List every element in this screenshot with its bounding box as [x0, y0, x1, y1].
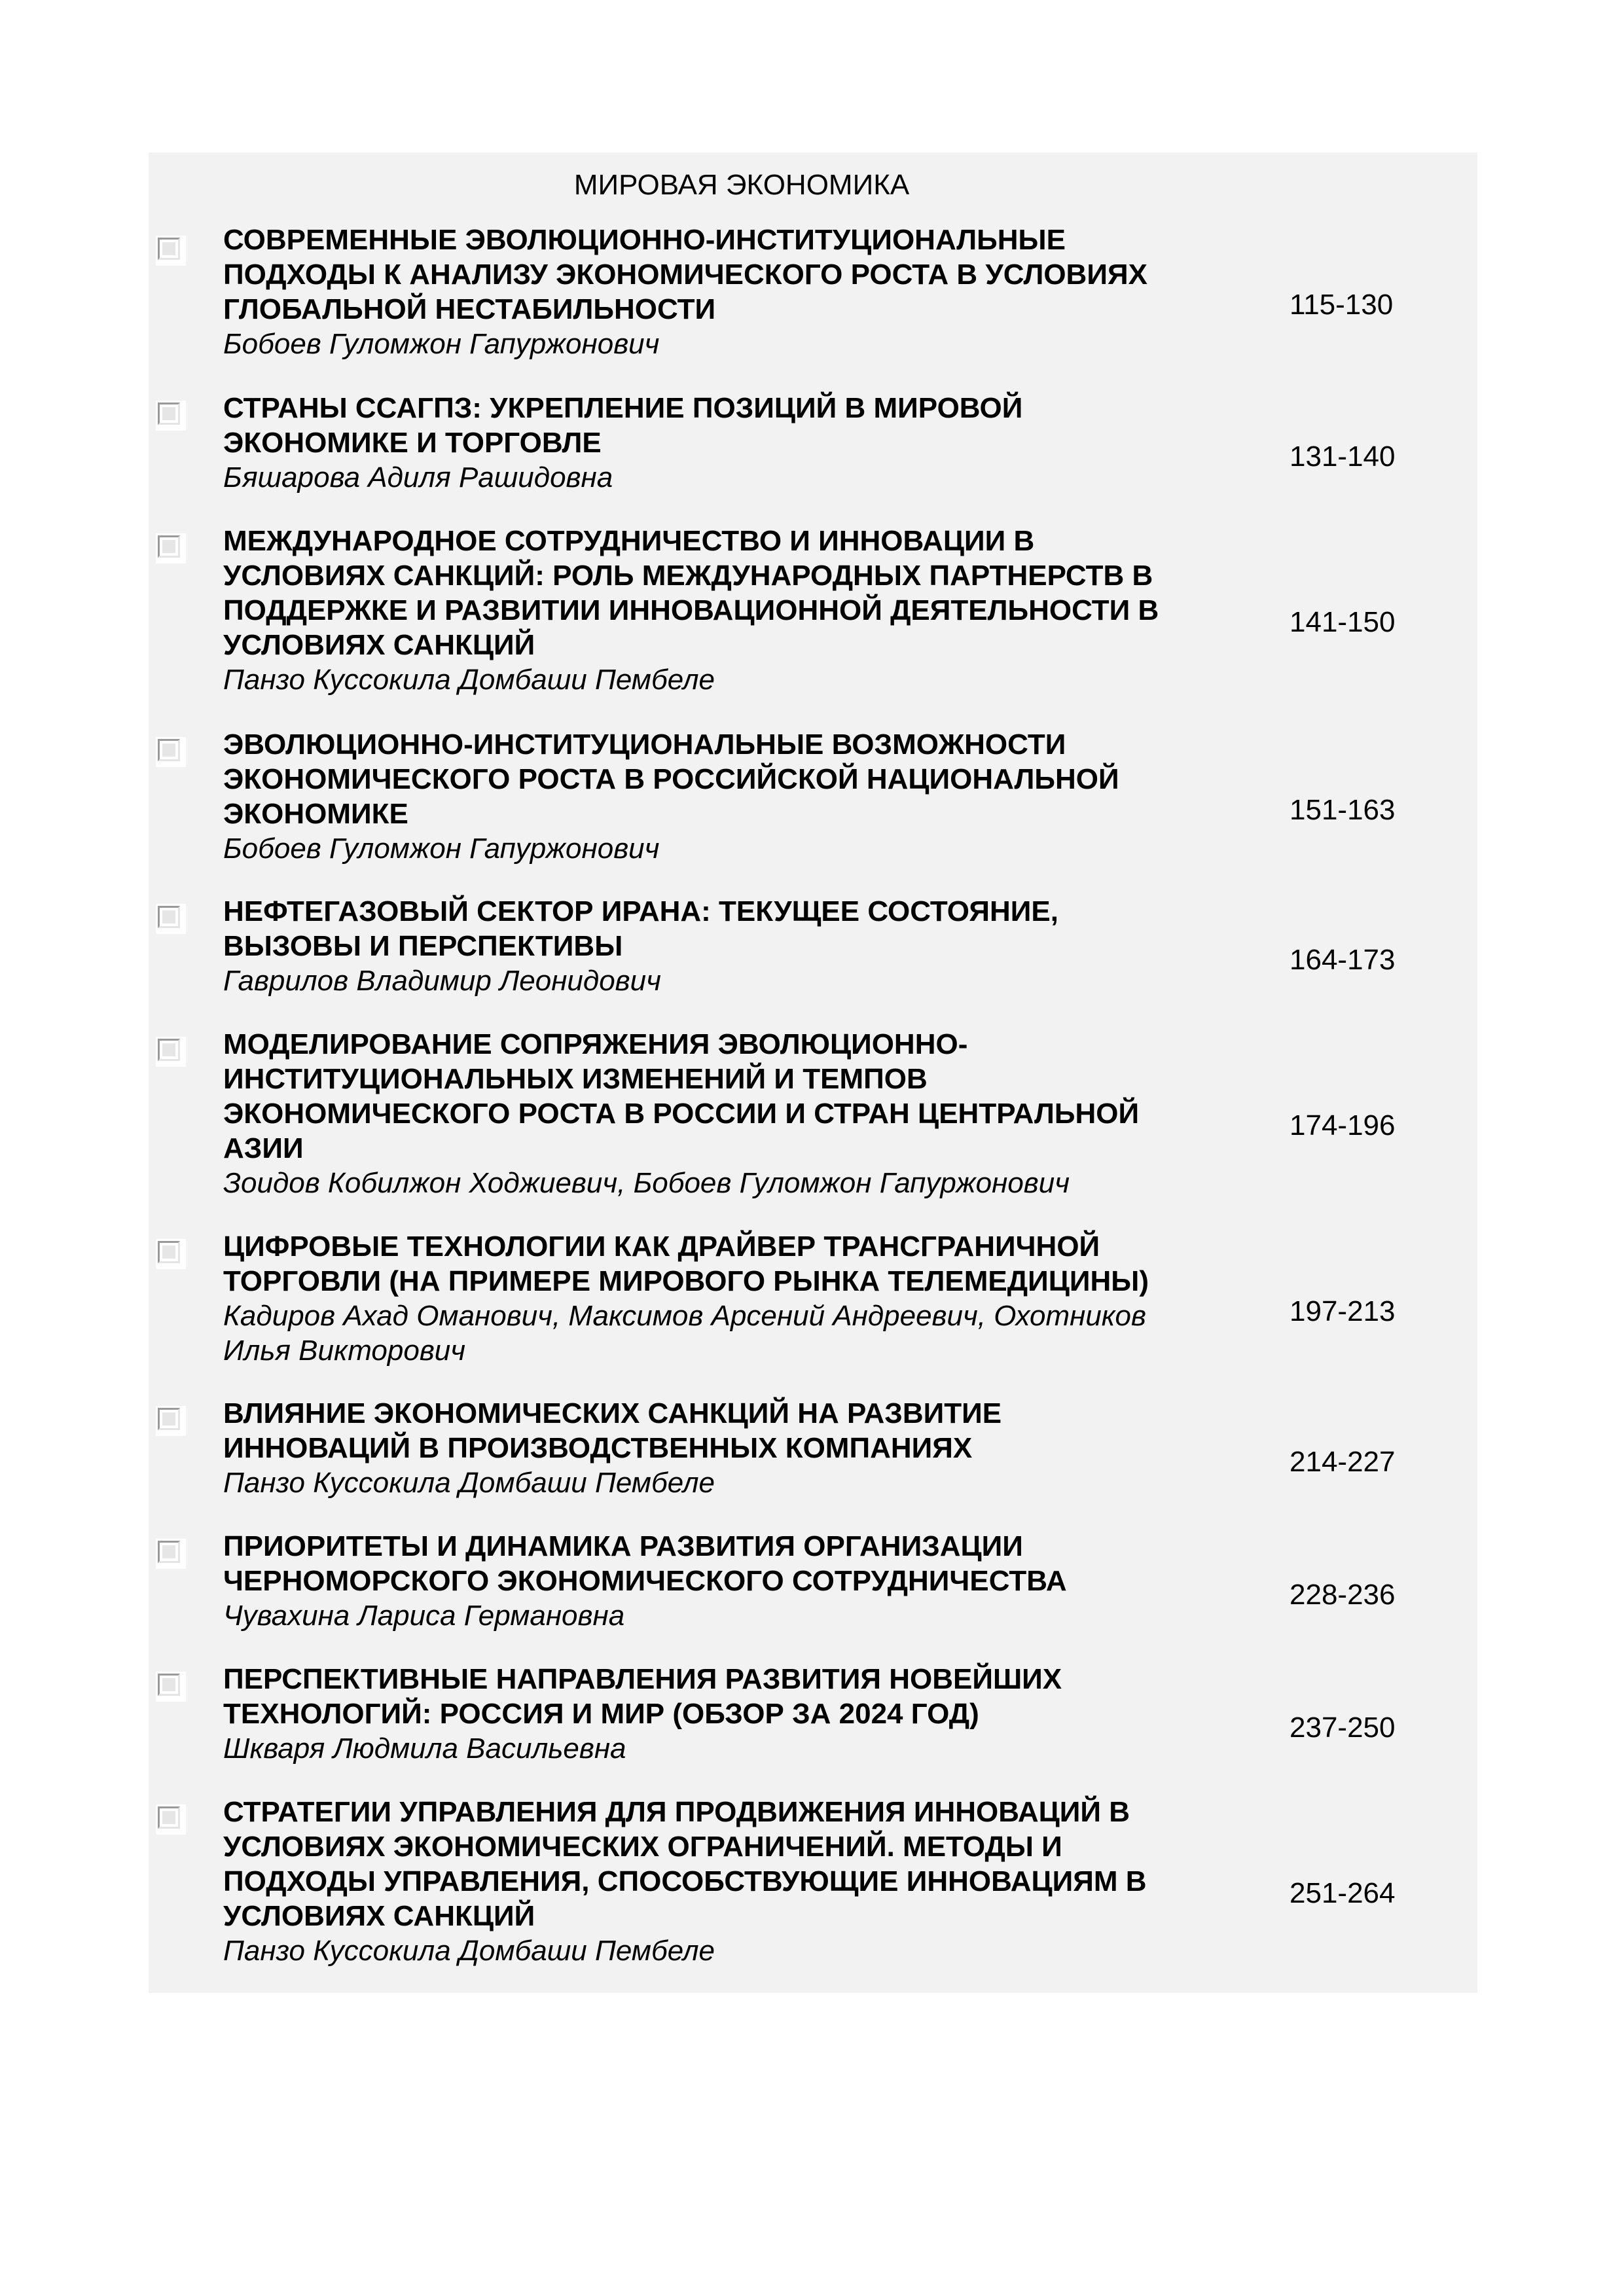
entry-authors: Панзо Куссокила Домбаши Пембеле: [223, 664, 715, 696]
entry-checkbox[interactable]: [158, 403, 180, 425]
entry-authors: Бобоев Гуломжон Гапуржонович: [223, 328, 660, 360]
entry-text: [223, 1396, 1375, 1500]
toc-entry: [149, 524, 1477, 707]
toc-entry: [149, 1396, 1477, 1507]
entry-checkbox[interactable]: [158, 1039, 180, 1061]
entry-pages: 115-130: [1290, 289, 1394, 321]
entry-pages: 237-250: [1290, 1712, 1396, 1744]
entry-pages: 164-173: [1290, 944, 1396, 976]
entry-pages: 251-264: [1290, 1877, 1396, 1909]
entry-authors: Панзо Куссокила Домбаши Пембеле: [223, 1935, 715, 1967]
entry-pages: 151-163: [1290, 794, 1396, 826]
entry-text: [223, 1529, 1375, 1633]
toc-entry: [149, 1662, 1477, 1773]
entry-title-link[interactable]: СТРАНЫ ССАГПЗ: УКРЕПЛЕНИЕ ПОЗИЦИЙ В МИРОВОЙ ЭКОНОМИКЕ И ТОРГОВЛЕ: [223, 392, 1023, 459]
entry-pages: 197-213: [1290, 1295, 1396, 1327]
entry-text: [223, 1027, 1375, 1200]
entry-text: [223, 1662, 1375, 1766]
section-heading: МИРОВАЯ ЭКОНОМИКА: [573, 169, 910, 201]
table-of-contents: [149, 152, 1477, 1993]
toc-entry: [149, 894, 1477, 1005]
entry-text: [223, 1229, 1375, 1368]
toc-entry: [149, 1795, 1477, 1978]
entry-title-link[interactable]: ВЛИЯНИЕ ЭКОНОМИЧЕСКИХ САНКЦИЙ НА РАЗВИТИЕ ИННОВАЦИЙ В ПРОИЗВОДСТВЕННЫХ КОМПАНИЯХ: [223, 1397, 1002, 1464]
entry-authors: Бяшарова Адиля Рашидовна: [223, 461, 613, 493]
entry-authors: Зоидов Кобилжон Ходжиевич, Бобоев Гуломжон Гапуржонович: [223, 1167, 1070, 1199]
entry-checkbox[interactable]: [158, 906, 180, 928]
toc-entry: [149, 1229, 1477, 1373]
entry-authors: Шкваря Людмила Васильевна: [223, 1732, 626, 1765]
entry-title-link[interactable]: НЕФТЕГАЗОВЫЙ СЕКТОР ИРАНА: ТЕКУЩЕЕ СОСТОЯНИЕ, ВЫЗОВЫ И ПЕРСПЕКТИВЫ: [223, 895, 1058, 962]
entry-text: [223, 894, 1375, 998]
entry-pages: 214-227: [1290, 1446, 1396, 1478]
entry-pages: 131-140: [1290, 440, 1396, 473]
entry-authors: Бобоев Гуломжон Гапуржонович: [223, 833, 660, 865]
entry-checkbox[interactable]: [158, 1541, 180, 1563]
toc-entry: [149, 1529, 1477, 1640]
entry-pages: 141-150: [1290, 606, 1396, 638]
entry-authors: Панзо Куссокила Домбаши Пембеле: [223, 1467, 715, 1499]
toc-entry: [149, 223, 1477, 367]
entry-checkbox[interactable]: [158, 238, 180, 260]
entry-checkbox[interactable]: [158, 1241, 180, 1263]
entry-pages: 174-196: [1290, 1109, 1396, 1141]
entry-pages: 228-236: [1290, 1579, 1396, 1611]
entry-checkbox[interactable]: [158, 1806, 180, 1829]
entry-checkbox[interactable]: [158, 535, 180, 558]
entry-title-link[interactable]: СОВРЕМЕННЫЕ ЭВОЛЮЦИОННО-ИНСТИТУЦИОНАЛЬНЫЕ ПОДХОДЫ К АНАЛИЗУ ЭКОНОМИЧЕСКОГО РОСТА В УСЛОВИЯХ ГЛОБАЛЬНОЙ НЕСТАБИЛЬНОСТИ: [223, 224, 1147, 325]
entry-checkbox[interactable]: [158, 739, 180, 761]
entry-text: [223, 524, 1375, 697]
entry-authors: Гаврилов Владимир Леонидович: [223, 965, 661, 997]
toc-entry: [149, 391, 1477, 502]
entry-title-link[interactable]: ЭВОЛЮЦИОННО-ИНСТИТУЦИОНАЛЬНЫЕ ВОЗМОЖНОСТИ ЭКОНОМИЧЕСКОГО РОСТА В РОССИЙСКОЙ НАЦИОНАЛЬНОЙ ЭКОНОМИКЕ: [223, 728, 1119, 830]
toc-entry: [149, 727, 1477, 871]
entry-title-link[interactable]: ЦИФРОВЫЕ ТЕХНОЛОГИИ КАК ДРАЙВЕР ТРАНСГРАНИЧНОЙ ТОРГОВЛИ (НА ПРИМЕРЕ МИРОВОГО РЫНКА ТЕЛЕМЕДИЦИНЫ): [223, 1230, 1149, 1297]
entry-title-link[interactable]: ПРИОРИТЕТЫ И ДИНАМИКА РАЗВИТИЯ ОРГАНИЗАЦИИ ЧЕРНОМОРСКОГО ЭКОНОМИЧЕСКОГО СОТРУДНИЧЕСТВА: [223, 1530, 1067, 1597]
entry-title-link[interactable]: СТРАТЕГИИ УПРАВЛЕНИЯ ДЛЯ ПРОДВИЖЕНИЯ ИННОВАЦИЙ В УСЛОВИЯХ ЭКОНОМИЧЕСКИХ ОГРАНИЧЕНИЙ. МЕТОДЫ И ПОДХОДЫ УПРАВЛЕНИЯ, СПОСОБСТВУЮЩИЕ ИННОВАЦИЯМ В УСЛОВИЯХ САНКЦИЙ: [223, 1796, 1147, 1932]
entry-text: [223, 391, 1375, 495]
toc-entry: [149, 1027, 1477, 1210]
entry-checkbox[interactable]: [158, 1408, 180, 1430]
entry-title-link[interactable]: МОДЕЛИРОВАНИЕ СОПРЯЖЕНИЯ ЭВОЛЮЦИОННО- ИНСТИТУЦИОНАЛЬНЫХ ИЗМЕНЕНИЙ И ТЕМПОВ ЭКОНОМИЧЕСКОГО РОСТА В РОССИИ И СТРАН ЦЕНТРАЛЬНОЙ АЗИИ: [223, 1028, 1140, 1164]
entry-checkbox[interactable]: [158, 1674, 180, 1696]
entry-title-link[interactable]: МЕЖДУНАРОДНОЕ СОТРУДНИЧЕСТВО И ИННОВАЦИИ В УСЛОВИЯХ САНКЦИЙ: РОЛЬ МЕЖДУНАРОДНЫХ ПАРТНЕРСТВ В ПОДДЕРЖКЕ И РАЗВИТИИ ИННОВАЦИОННОЙ ДЕЯТЕЛЬНОСТИ В УСЛОВИЯХ САНКЦИЙ: [223, 525, 1159, 661]
entry-text: [223, 727, 1375, 866]
entry-text: [223, 223, 1375, 361]
entry-title-link[interactable]: ПЕРСПЕКТИВНЫЕ НАПРАВЛЕНИЯ РАЗВИТИЯ НОВЕЙШИХ ТЕХНОЛОГИЙ: РОССИЯ И МИР (ОБЗОР ЗА 2024 ГОД): [223, 1663, 1062, 1730]
entry-authors: Чувахина Лариса Германовна: [223, 1600, 625, 1632]
entry-authors: Кадиров Ахад Оманович, Максимов Арсений Андреевич, Охотников Илья Викторович: [223, 1300, 1146, 1367]
entry-text: [223, 1795, 1375, 1968]
